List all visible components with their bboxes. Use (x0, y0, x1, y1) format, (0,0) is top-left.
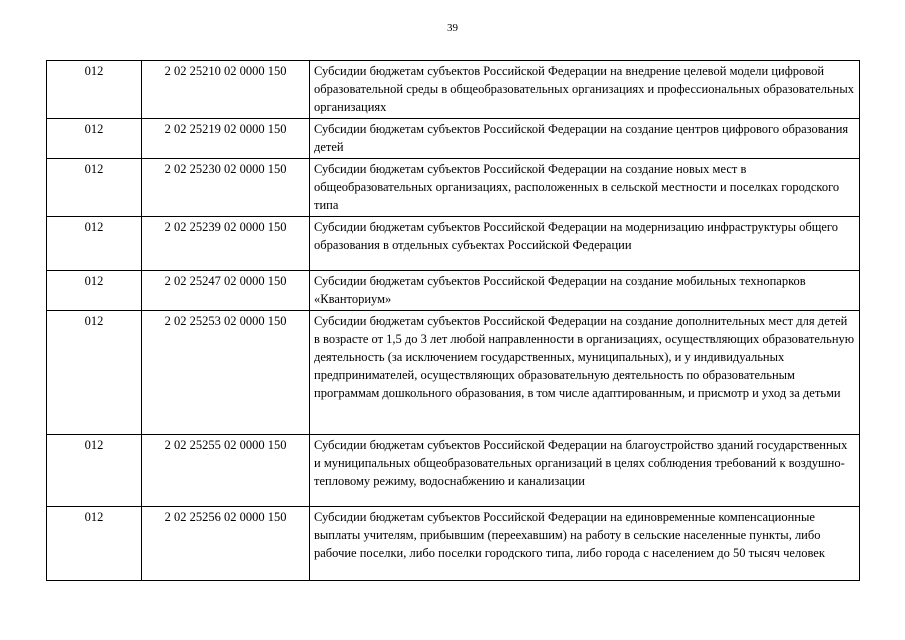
table-row (47, 311, 860, 435)
admin-code-cell: 012 (47, 507, 142, 581)
admin-code-cell: 012 (47, 271, 142, 311)
classification-code-cell: 2 02 25210 02 0000 150 (142, 61, 310, 119)
description-cell: Субсидии бюджетам субъектов Российской Федерации на создание дополнительных мест для детей в возрасте от 1,5 до 3 лет любой направленности в организациях, осуществляющих образовательную деятельность (за исключением государственных, муниципальных), и у индивидуальных предпринимателей, осуществляющих образовательную деятельность по образовательным программам дошкольного образования, в том числе адаптированным, и присмотр и уход за детьми (310, 311, 860, 435)
classification-code-cell: 2 02 25247 02 0000 150 (142, 271, 310, 311)
table-row (47, 119, 860, 159)
page-number: 39 (447, 22, 458, 34)
admin-code-cell: 012 (47, 311, 142, 435)
classification-code-cell: 2 02 25253 02 0000 150 (142, 311, 310, 435)
classification-code-cell: 2 02 25255 02 0000 150 (142, 435, 310, 507)
classification-code-cell: 2 02 25239 02 0000 150 (142, 217, 310, 271)
description-cell: Субсидии бюджетам субъектов Российской Федерации на модернизацию инфраструктуры общего образования в отдельных субъектах Российской Федерации (310, 217, 860, 271)
description-cell: Субсидии бюджетам субъектов Российской Федерации на создание мобильных технопарков «Кванториум» (310, 271, 860, 311)
table-row (47, 271, 860, 311)
admin-code-cell: 012 (47, 435, 142, 507)
classification-code-cell: 2 02 25256 02 0000 150 (142, 507, 310, 581)
description-cell: Субсидии бюджетам субъектов Российской Федерации на создание центров цифрового образования детей (310, 119, 860, 159)
admin-code-cell: 012 (47, 217, 142, 271)
classification-code-cell: 2 02 25219 02 0000 150 (142, 119, 310, 159)
table-row (47, 159, 860, 217)
table-row (47, 217, 860, 271)
table-row (47, 435, 860, 507)
table-row (47, 507, 860, 581)
table-row (47, 61, 860, 119)
budget-classification-table (46, 60, 860, 581)
description-cell: Субсидии бюджетам субъектов Российской Федерации на внедрение целевой модели цифровой образовательной среды в общеобразовательных организациях и профессиональных образовательных организациях (310, 61, 860, 119)
admin-code-cell: 012 (47, 159, 142, 217)
admin-code-cell: 012 (47, 119, 142, 159)
classification-code-cell: 2 02 25230 02 0000 150 (142, 159, 310, 217)
description-cell: Субсидии бюджетам субъектов Российской Федерации на благоустройство зданий государственных и муниципальных общеобразовательных организаций в целях соблюдения требований к воздушно-тепловому режиму, водоснабжению и канализации (310, 435, 860, 507)
description-cell: Субсидии бюджетам субъектов Российской Федерации на единовременные компенсационные выплаты учителям, прибывшим (переехавшим) на работу в сельские населенные пункты, либо рабочие поселки, либо поселки городского типа, либо города с населением до 50 тысяч человек (310, 507, 860, 581)
description-cell: Субсидии бюджетам субъектов Российской Федерации на создание новых мест в общеобразовательных организациях, расположенных в сельской местности и поселках городского типа (310, 159, 860, 217)
admin-code-cell: 012 (47, 61, 142, 119)
